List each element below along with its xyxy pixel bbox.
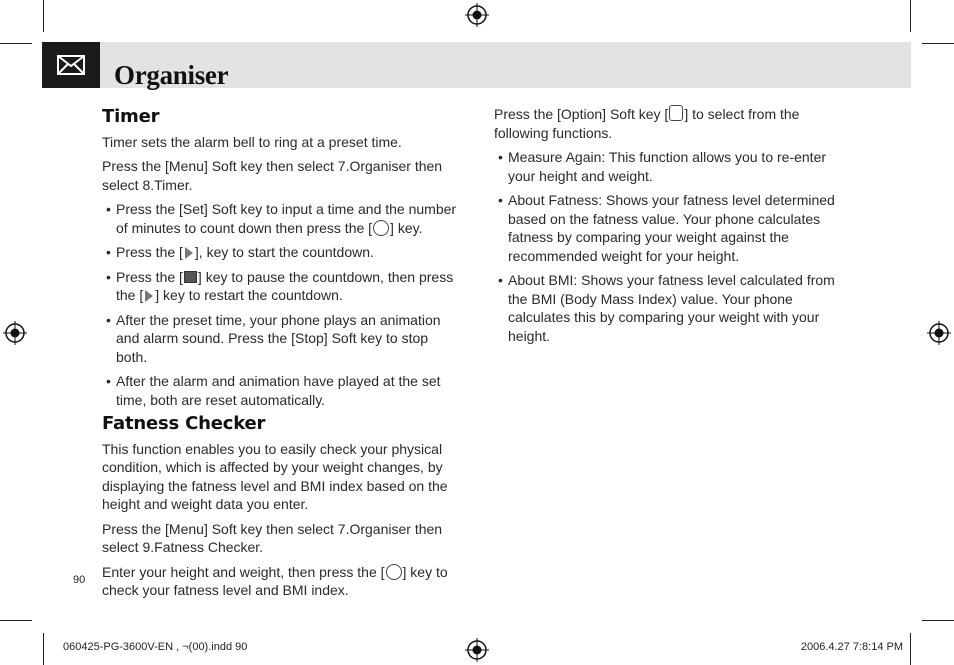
ok-key-icon — [373, 220, 389, 236]
fatness-checker-heading: Fatness Checker — [102, 413, 266, 434]
chapter-icon-box — [42, 42, 100, 88]
ok-key-icon — [386, 564, 402, 580]
timer-intro: Timer sets the alarm bell to ring at a preset time. — [102, 133, 402, 150]
list-item: • Measure Again: This function allows you to re-enter your height and weight. — [494, 148, 856, 185]
registration-mark-icon — [927, 321, 951, 345]
registration-mark-icon — [465, 3, 489, 27]
registration-mark-icon — [465, 638, 489, 662]
crop-mark — [922, 620, 954, 621]
right-column — [494, 105, 856, 351]
list-item: • Press the [ ], key to start the countdown. — [102, 243, 462, 262]
play-key-icon — [145, 290, 153, 302]
crop-mark — [0, 43, 32, 44]
registration-mark-icon — [3, 321, 27, 345]
fatness-intro: This function enables you to easily check your physical condition, which is affected by your weight changes, by displaying the fatness level and BMI index based on the height and weight data you enter. — [102, 440, 448, 512]
crop-mark — [43, 633, 44, 665]
play-key-icon — [185, 247, 193, 259]
list-item: • About Fatness: Shows your fatness level determined based on the fatness value. Your phone calculates fatness by comparing your weight against the recommended weight for your height. — [494, 191, 856, 265]
footer-timestamp: 2006.4.27 7:8:14 PM — [800, 641, 903, 653]
left-column — [102, 108, 462, 606]
crop-mark — [43, 0, 44, 32]
fatness-enter-data: Enter your height and weight, then press the [ ] key to check your fatness level and BMI index. — [102, 563, 448, 598]
list-item: • After the alarm and animation have played at the set time, both are reset automatically. — [102, 372, 462, 409]
chapter-title: Organiser — [114, 60, 229, 90]
crop-mark — [0, 620, 32, 621]
list-item: • Press the [ ] key to pause the countdown, then press the [ ] key to restart the countdown. — [102, 268, 462, 305]
stop-key-icon — [184, 271, 197, 283]
page-number: 90 — [73, 574, 86, 586]
footer-file-info: 060425-PG-3600V-EN , ¬(00).indd 90 — [63, 641, 248, 653]
envelope-icon — [57, 55, 85, 75]
soft-key-icon — [669, 105, 683, 121]
crop-mark — [910, 633, 911, 665]
crop-mark — [922, 43, 954, 44]
timer-menu-path: Press the [Menu] Soft key then select 7.Organiser then select 8.Timer. — [102, 158, 443, 193]
list-item: • Press the [Set] Soft key to input a time and the number of minutes to count down then press the [ ] key. — [102, 200, 462, 237]
crop-mark — [910, 0, 911, 32]
list-item: • About BMI: Shows your fatness level calculated from the BMI (Body Mass Index) value. Your phone calculates this by comparing your weight with your height. — [494, 271, 856, 345]
options-intro: Press the [Option] Soft key [ ] to select from the following functions. — [494, 106, 800, 141]
timer-heading: Timer — [102, 106, 160, 127]
fatness-menu-path: Press the [Menu] Soft key then select 7.Organiser then select 9.Fatness Checker. — [102, 520, 443, 555]
list-item: • After the preset time, your phone plays an animation and alarm sound. Press the [Stop] Soft key to stop both. — [102, 311, 462, 367]
